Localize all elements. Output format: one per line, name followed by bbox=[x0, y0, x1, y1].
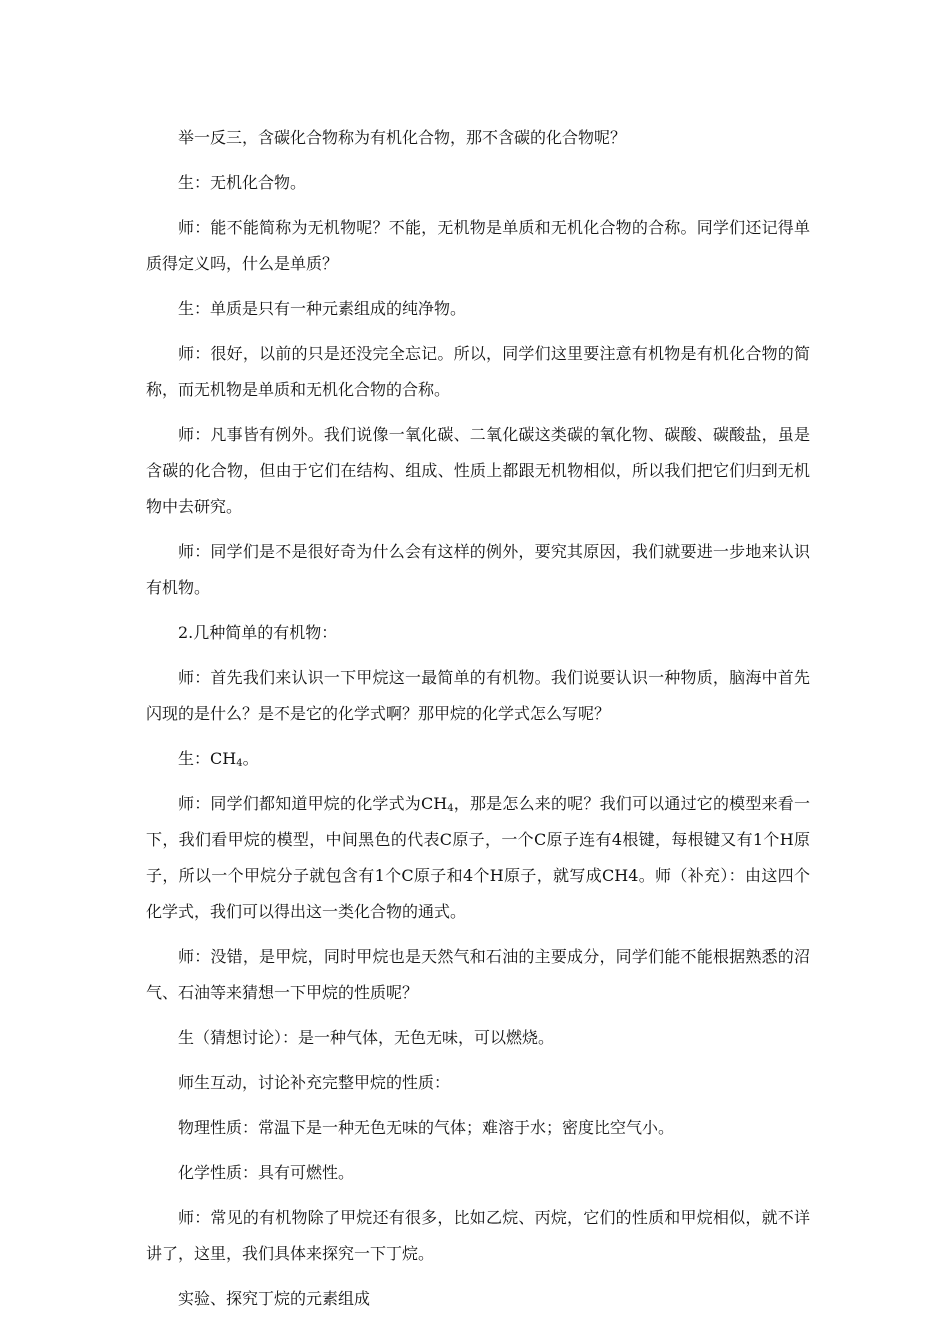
paragraph: 师：首先我们来认识一下甲烷这一最简单的有机物。我们说要认识一种物质，脑海中首先闪现的是什么？是不是它的化学式啊？那甲烷的化学式怎么写呢？ bbox=[146, 668, 810, 723]
paragraph: 师：能不能简称为无机物呢？不能，无机物是单质和无机化合物的合称。同学们还记得单质得定义吗，什么是单质？ bbox=[146, 218, 810, 273]
paragraph: 师生互动，讨论补充完整甲烷的性质： bbox=[178, 1073, 451, 1092]
ch4-answer-subscript: 4 bbox=[236, 758, 243, 769]
paragraph: 物理性质：常温下是一种无色无味的气体；难溶于水；密度比空气小。 bbox=[178, 1118, 675, 1137]
paragraph: 师：常见的有机物除了甲烷还有很多，比如乙烷、丙烷，它们的性质和甲烷相似，就不详讲了，这里，我们具体来探究一下丁烷。 bbox=[146, 1208, 810, 1263]
ch4-paragraph-prefix: 师：同学们都知道甲烷的化学式为CH bbox=[178, 794, 448, 813]
paragraph: 师：同学们是不是很好奇为什么会有这样的例外，要究其原因，我们就要进一步地来认识有机物。 bbox=[146, 542, 810, 597]
ch4-paragraph bbox=[146, 786, 810, 930]
paragraph: 实验、探究丁烷的元素组成 bbox=[178, 1289, 371, 1308]
ch4-answer-suffix: 。 bbox=[242, 749, 259, 768]
paragraph: 举一反三，含碳化合物称为有机化合物，那不含碳的化合物呢？ bbox=[178, 128, 627, 147]
paragraph: 生：单质是只有一种元素组成的纯净物。 bbox=[178, 299, 467, 318]
paragraph: 化学性质：具有可燃性。 bbox=[178, 1163, 355, 1182]
document-body bbox=[146, 120, 810, 1326]
ch4-answer-prefix: 生：CH bbox=[178, 749, 237, 768]
paragraph: 生（猜想讨论）：是一种气体，无色无味，可以燃烧。 bbox=[178, 1028, 555, 1047]
ch4-paragraph-subscript: 4 bbox=[447, 803, 454, 814]
section-heading: 2.几种简单的有机物： bbox=[178, 623, 338, 642]
paragraph: 师：很好，以前的只是还没完全忘记。所以，同学们这里要注意有机物是有机化合物的简称，而无机物是单质和无机化合物的合称。 bbox=[146, 344, 810, 399]
paragraph: 师：没错，是甲烷，同时甲烷也是天然气和石油的主要成分，同学们能不能根据熟悉的沼气、石油等来猜想一下甲烷的性质呢？ bbox=[146, 947, 810, 1002]
paragraph: 生：无机化合物。 bbox=[178, 173, 307, 192]
paragraph: 师：凡事皆有例外。我们说像一氧化碳、二氧化碳这类碳的氧化物、碳酸、碳酸盐，虽是含碳的化合物，但由于它们在结构、组成、性质上都跟无机物相似，所以我们把它们归到无机物中去研究。 bbox=[146, 425, 810, 516]
ch4-paragraph-suffix: ，那是怎么来的呢？我们可以通过它的模型来看一下，我们看甲烷的模型，中间黑色的代表C原子，一个C原子连有4根键，每根键又有1个H原子，所以一个甲烷分子就包含有1个C原子和4个H原子，就写成CH4。师（补充）：由这四个化学式，我们可以得出这一类化合物的通式。 bbox=[146, 794, 810, 921]
ch4-answer bbox=[146, 741, 810, 777]
